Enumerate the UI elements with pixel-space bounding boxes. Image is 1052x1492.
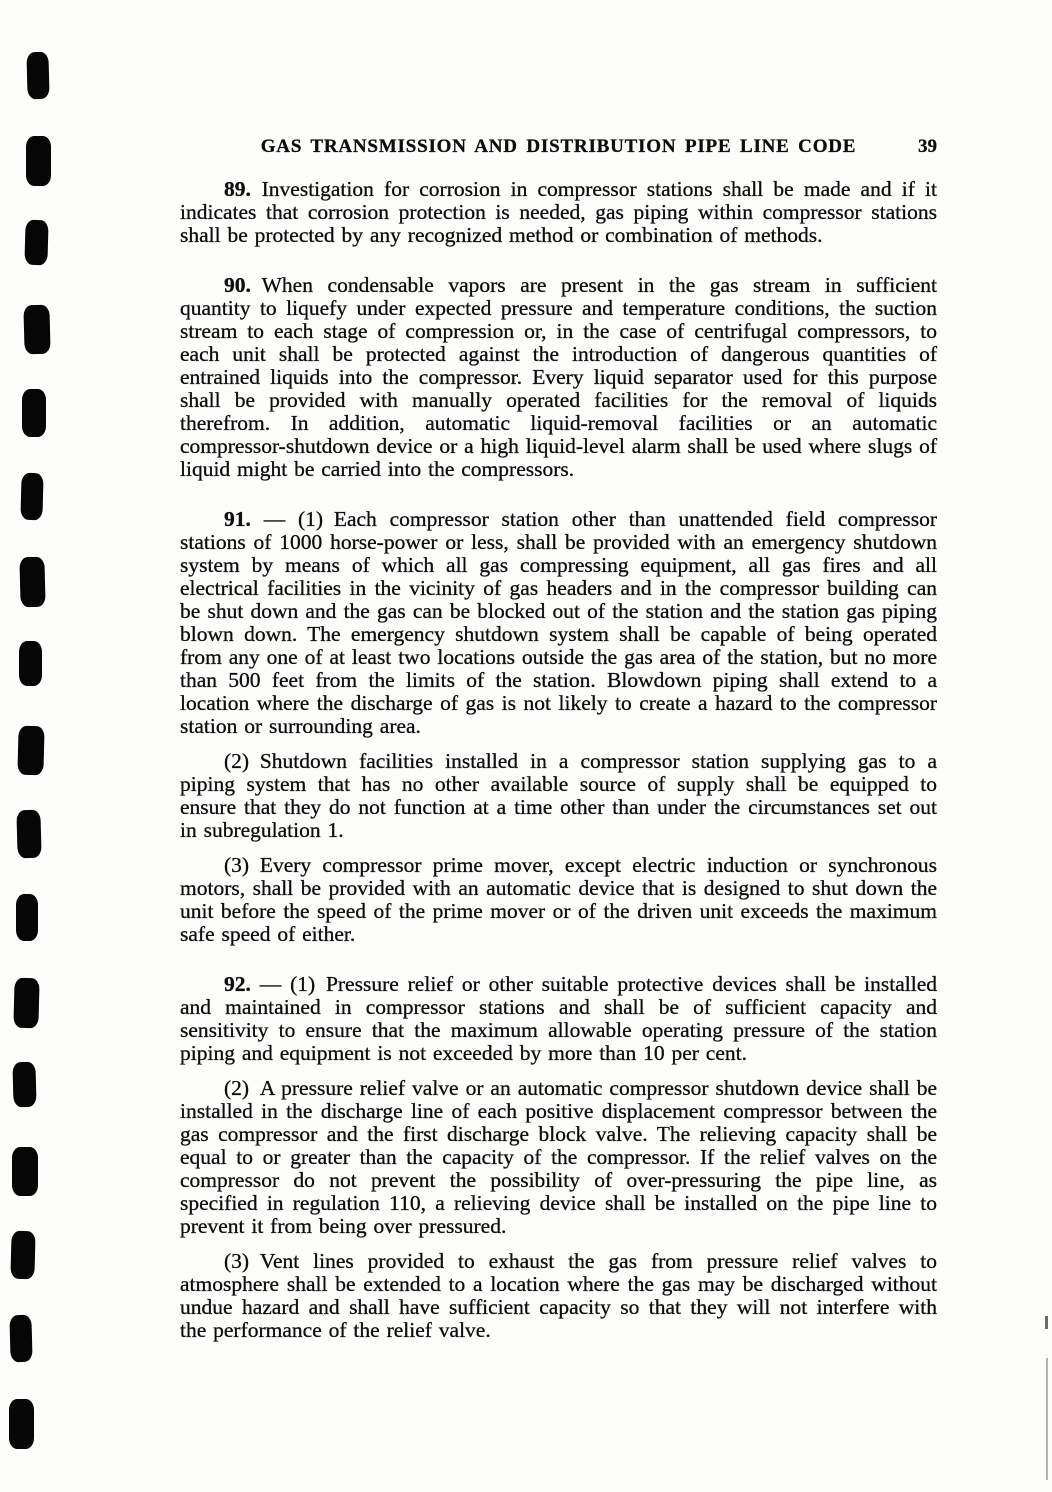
binding-mark (17, 725, 44, 775)
regulation-91-subsection-2: (2) Shutdown facilities installed in a compressor station supplying gas to a piping system that has no other available source of supply shall be equipped to ensure that they do not function at a time other than under the circumstances set out in subregulation 1. (180, 749, 937, 842)
binding-mark (10, 1230, 35, 1279)
binding-mark (9, 1399, 34, 1449)
binding-mark (13, 1062, 37, 1108)
section-number: 90. (224, 273, 251, 297)
section-number: 91. (224, 507, 251, 531)
subsection-marker: (2) (224, 1076, 250, 1100)
subsection-marker: (1) (290, 972, 316, 996)
scan-artifact-dash (1045, 1316, 1048, 1329)
text-column (180, 135, 937, 1342)
regulation-92-subsection-2: (2) A pressure relief valve or an automatic compressor shutdown device shall be installed in the discharge line of each positive displacement compressor between the gas compressor and the first discharge block valve. The relieving capacity shall be equal to or greater than the capacity of the compressor. If the relief valves on the compressor do not prevent the possibility of over-pressuring the pipe line, as specified in regulation 110, a relieving device shall be installed on the pipe line to prevent it from being over pressured. (180, 1076, 937, 1238)
page-number: 39 (918, 136, 937, 157)
regulation-91-subsection-3: (3) Every compressor prime mover, except electric induction or synchronous motors, shall be provided with an automatic device that is designed to shut down the unit before the speed of the prime mover or of the driven unit exceeds the maximum safe speed of either. (180, 853, 937, 946)
regulation-92-subsection-3: (3) Vent lines provided to exhaust the gas from pressure relief valves to atmosphere shall be extended to a location where the gas may be discharged without undue hazard and shall have sufficient capacity so that they will not interfere with the performance of the relief valve. (180, 1249, 937, 1342)
binding-mark (26, 136, 51, 186)
section-number: 92. (224, 972, 251, 996)
binding-mark (24, 220, 48, 266)
subsection-marker: (3) (224, 1249, 250, 1273)
binding-mark (21, 473, 44, 521)
binding-mark (9, 1315, 32, 1363)
section-number: 89. (224, 177, 251, 201)
regulation-89: 89. Investigation for corrosion in compressor stations shall be made and if it indicates that corrosion protection is needed, gas piping within compressor stations shall be protected by any recognized method or combination of methods. (180, 177, 937, 247)
binding-mark (16, 894, 38, 941)
scan-artifact-line (1046, 1358, 1048, 1480)
binding-mark (12, 1147, 38, 1196)
running-header (180, 135, 937, 158)
regulation-91-subsection-1: 91. — (1) Each compressor station other than unattended field compressor stations of 1000 horse-power or less, shall be provided with an emergency shutdown system by means of which all gas compressing equipment, all gas fires and all electrical facilities in the vicinity of gas headers and in the compressor building can be shut down and the gas can be blocked out of the station and the station gas piping blown down. The emergency shutdown system shall be capable of being operated from any one of at least two locations outside the gas area of the station, but no more than 500 feet from the limits of the station. Blowdown piping shall extend to a location where the discharge of gas is not likely to create a hazard to the compressor station or surrounding area. (180, 507, 937, 738)
subsection-marker: (2) (224, 749, 250, 773)
binding-mark (23, 304, 50, 354)
subsection-marker: (3) (224, 853, 250, 877)
binding-mark (19, 557, 45, 608)
binding-mark (19, 641, 42, 686)
binding-mark (26, 52, 49, 100)
running-header-title: GAS TRANSMISSION AND DISTRIBUTION PIPE LINE CODE (260, 136, 857, 157)
body-paragraphs (180, 178, 937, 1342)
binding-mark (14, 978, 40, 1029)
subsection-marker: (1) (298, 507, 324, 531)
binding-mark (22, 389, 46, 437)
regulation-90: 90. When condensable vapors are present in the gas stream in sufficient quantity to liquefy under expected pressure and temperature conditions, the suction stream to each stage of compression or, in the case of centrifugal compressors, to each unit shall be protected against the introduction of dangerous quantities of entrained liquids into the compressor. Every liquid separator used for this purpose shall be provided with manually operated facilities for the removal of liquids therefrom. In addition, automatic liquid-removal facilities or an automatic compressor-shutdown device or a high liquid-level alarm shall be used where slugs of liquid might be carried into the compressors. (180, 273, 937, 481)
regulation-92-subsection-1: 92. — (1) Pressure relief or other suitable protective devices shall be installed and maintained in compressor stations and shall be of sufficient capacity and sensitivity to ensure that the maximum allowable operating pressure of the station piping and equipment is not exceeded by more than 10 per cent. (180, 972, 938, 1065)
binding-mark (16, 809, 41, 858)
